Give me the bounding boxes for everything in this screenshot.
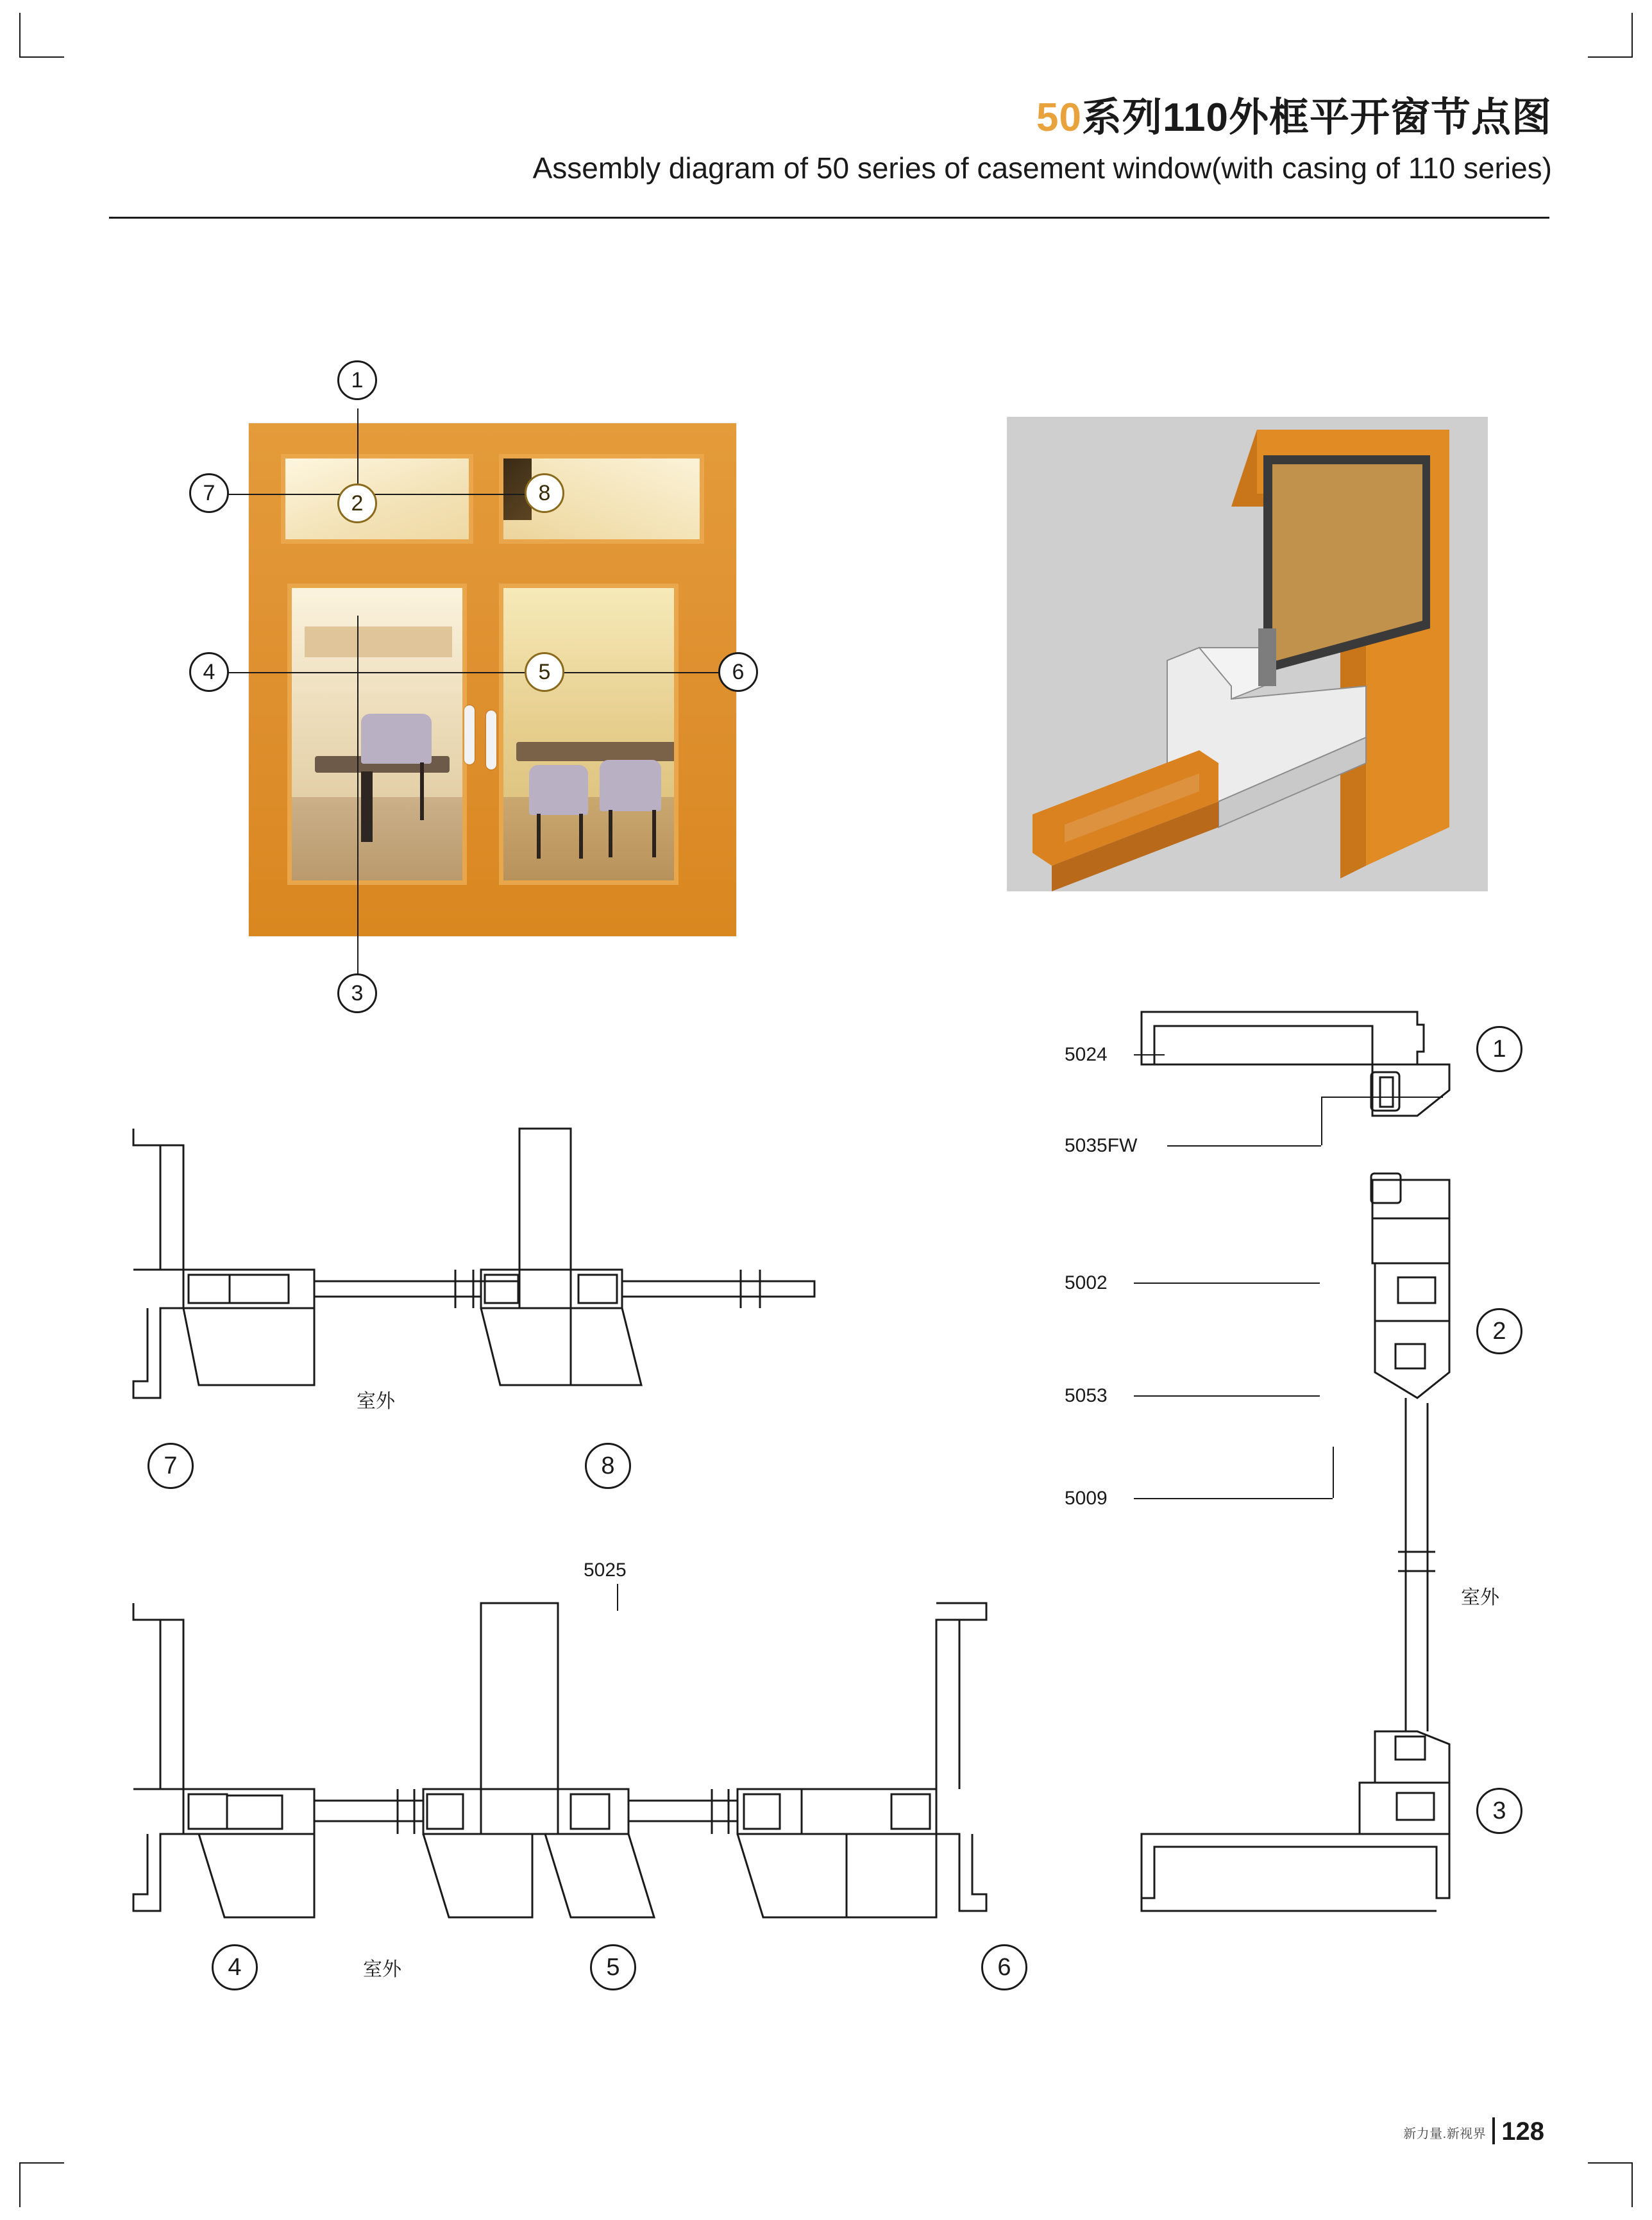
crop-mark-bottom-left (19, 2162, 64, 2207)
leader-line-3 (357, 616, 358, 975)
callout-bubble-2[interactable]: 2 (337, 484, 377, 523)
annotation-outdoor-bottom: 室外 (363, 1959, 401, 1980)
leader-part-5009-v (1333, 1447, 1334, 1498)
leader-part-5035fw-h (1167, 1145, 1321, 1147)
part-label-5009: 5009 (1065, 1488, 1108, 1509)
page-footer (1403, 2117, 1544, 2144)
page-title-cn (109, 96, 1552, 140)
sash-right-chair-a (529, 765, 588, 815)
callout-bubble-6[interactable]: 6 (718, 652, 758, 692)
part-label-5025: 5025 (584, 1560, 627, 1581)
sash-left-floor (292, 797, 462, 880)
sash-left-chair (361, 714, 432, 764)
leader-part-5024 (1134, 1054, 1165, 1055)
callout-bubble-4[interactable]: 4 (189, 652, 229, 692)
part-label-5024: 5024 (1065, 1044, 1108, 1065)
window-handle-right (486, 711, 496, 769)
header-divider (109, 217, 1549, 219)
section-callout-6[interactable]: 6 (981, 1944, 1027, 1990)
sash-right-table (516, 742, 677, 761)
callout-bubble-3[interactable]: 3 (337, 973, 377, 1013)
leader-line-6 (545, 672, 744, 673)
section-callout-3[interactable]: 3 (1476, 1788, 1522, 1834)
leader-line-4 (228, 672, 548, 673)
sash-right-chair-b (600, 760, 661, 811)
sash-left-chair-leg (420, 762, 424, 820)
part-label-5002: 5002 (1065, 1272, 1108, 1293)
sash-right-chair-a-leg (537, 814, 541, 859)
corner-assembly-svg (1007, 417, 1488, 891)
leader-part-5009-h (1134, 1498, 1333, 1499)
callout-bubble-5[interactable]: 5 (525, 652, 564, 692)
annotation-outdoor-right: 室外 (1461, 1587, 1499, 1608)
horizontal-section-78-drawing (122, 1116, 840, 1475)
transom-left-view (285, 458, 469, 539)
sash-left-cabinet (305, 626, 452, 657)
section-callout-4[interactable]: 4 (212, 1944, 258, 1990)
section-callout-5[interactable]: 5 (590, 1944, 636, 1990)
callout-bubble-7[interactable]: 7 (189, 473, 229, 513)
footer-brand: 新力量.新视界 (1403, 2127, 1487, 2141)
horizontal-section-456-drawing (122, 1577, 1103, 1962)
window-product-photo (249, 423, 736, 936)
sash-right-chair-b-leg (609, 810, 612, 857)
leader-part-5002 (1134, 1282, 1320, 1284)
page-title-cn-number: 50 (1036, 96, 1082, 140)
section-callout-8[interactable]: 8 (585, 1443, 631, 1489)
leader-part-5035fw-h2 (1321, 1097, 1443, 1098)
sash-pane-right (499, 584, 678, 885)
page-title-cn-rest: 系列110外框平开窗节点图 (1081, 96, 1552, 140)
callout-bubble-8[interactable]: 8 (525, 473, 564, 513)
annotation-outdoor-top: 室外 (357, 1391, 395, 1412)
crop-mark-top-left (19, 13, 64, 58)
footer-divider (1492, 2117, 1495, 2144)
section-callout-7[interactable]: 7 (148, 1443, 194, 1489)
crop-mark-top-right (1588, 13, 1633, 58)
page-header (109, 96, 1552, 185)
sash-left-table-leg (361, 771, 373, 842)
crop-mark-bottom-right (1588, 2162, 1633, 2207)
corner-assembly-render (1007, 417, 1488, 891)
page-title-en: Assembly diagram of 50 series of casement window(with casing of 110 series) (532, 151, 1552, 185)
sash-right-chair-b-leg2 (652, 810, 656, 857)
leader-part-5035fw-v (1321, 1097, 1322, 1145)
leader-part-5053 (1134, 1395, 1320, 1397)
footer-page-number: 128 (1501, 2117, 1544, 2146)
sash-right-chair-a-leg2 (579, 814, 583, 859)
leader-part-5025 (617, 1584, 618, 1611)
section-callout-1[interactable]: 1 (1476, 1026, 1522, 1072)
part-label-5053: 5053 (1065, 1385, 1108, 1406)
transom-pane-left (281, 454, 473, 544)
sash-pane-left (287, 584, 467, 885)
callout-bubble-1[interactable]: 1 (337, 360, 377, 400)
window-handle-left (464, 705, 475, 764)
section-callout-2[interactable]: 2 (1476, 1308, 1522, 1354)
part-label-5035fw: 5035FW (1065, 1135, 1138, 1156)
